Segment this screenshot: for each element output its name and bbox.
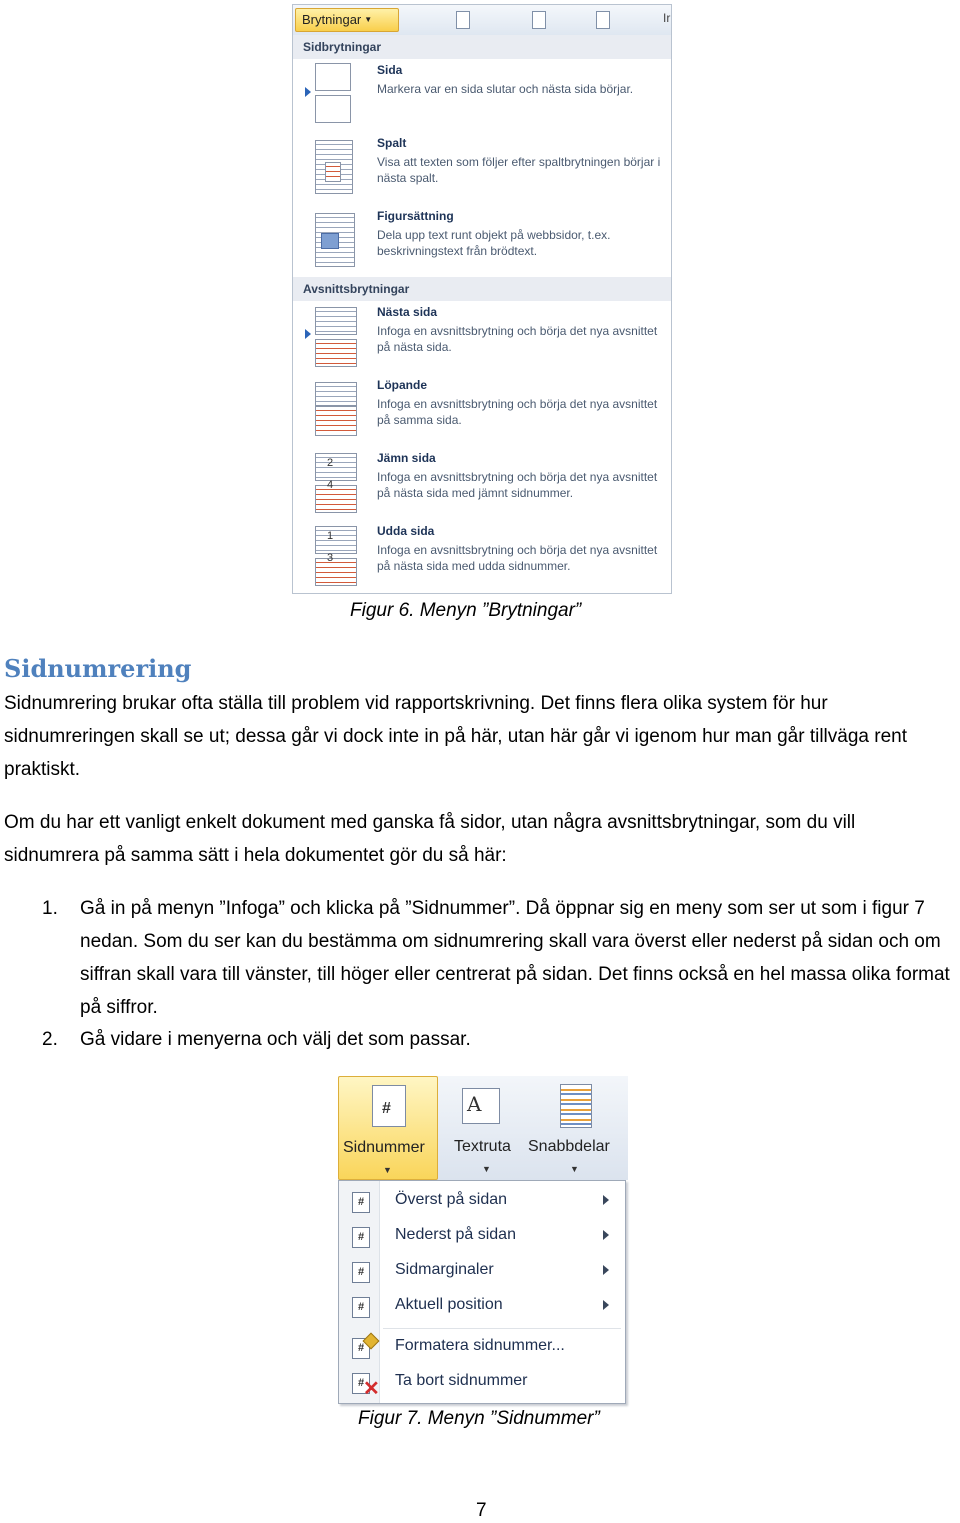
paragraph-intro: Sidnumrering brukar ofta ställa till problem vid rapportskrivning. Det finns flera olika system för hur sidnumreringen skall se ut; dessa går vi dock inte in på här, utan här går vi igenom hur man går tillväga rent praktiskt.	[4, 693, 907, 780]
submenu-arrow-icon	[603, 1195, 609, 1205]
icon-number: 2	[327, 457, 334, 469]
item-title: Sida	[377, 63, 403, 77]
menu-item-label: Överst på sidan	[395, 1191, 508, 1208]
text-box-icon[interactable]: A	[462, 1088, 500, 1124]
text-box-label[interactable]: Textruta	[454, 1138, 511, 1155]
list-text: Gå in på menyn ”Infoga” och klicka på ”Sidnummer”. Då öppnar sig en meny som ser ut som i figur 7 nedan. Som du ser kan du bestämma om sidnumrering skall vara överst eller nederst på sidan och om siffran skall vara till vänster, till höger eller centrerat på sidan. Det finns också en hel massa olika format på siffror.	[80, 898, 950, 1018]
item-description: Infoga en avsnittsbrytning och börja det nya avsnittet på nästa sida.	[377, 324, 658, 354]
item-title: Löpande	[377, 378, 427, 392]
page-number-label: Sidnummer	[343, 1139, 425, 1156]
ribbon-cut-text: Ir	[663, 11, 671, 25]
item-description: Infoga en avsnittsbrytning och börja det nya avsnittet på nästa sida med udda sidnummer.	[377, 543, 658, 573]
menu-item-page-margins[interactable]	[339, 1255, 625, 1289]
item-description: Infoga en avsnittsbrytning och börja det nya avsnittet på samma sida.	[377, 397, 658, 427]
paragraph-instructions: Om du har ett vanligt enkelt dokument med ganska få sidor, utan några avsnittsbrytningar, som du vill sidnumrera på samma sätt i hela dokumentet gör du så här:	[4, 812, 856, 866]
page-number-dropdown-menu	[338, 1180, 626, 1404]
item-title: Jämn sida	[377, 451, 436, 465]
section-header-page-breaks: Sidbrytningar	[293, 35, 671, 59]
break-item-even-page[interactable]	[293, 451, 671, 523]
remove-page-number-icon: #	[352, 1373, 370, 1394]
odd-page-break-icon	[305, 524, 361, 590]
format-page-number-icon: #	[352, 1338, 370, 1359]
figure-6-caption: Figur 6. Menyn ”Brytningar”	[350, 600, 582, 621]
break-item-continuous[interactable]	[293, 378, 671, 450]
page-borders-icon[interactable]	[593, 11, 615, 31]
icon-number: 3	[327, 552, 334, 564]
breaks-button-label: Brytningar	[302, 12, 362, 27]
menu-item-label: Nederst på sidan	[395, 1226, 516, 1243]
item-title: Spalt	[377, 136, 407, 150]
page-number-icon: #	[352, 1227, 370, 1248]
next-page-break-icon	[305, 305, 361, 371]
continuous-break-icon	[305, 378, 361, 444]
quick-parts-label[interactable]: Snabbdelar	[528, 1138, 610, 1155]
list-text: Gå vidare i menyerna och välj det som passar.	[80, 1029, 471, 1050]
item-title: Figursättning	[377, 209, 454, 223]
dropdown-arrow-icon: ▼	[364, 15, 373, 24]
page-number-icon: #	[352, 1297, 370, 1318]
list-number: 1.	[42, 898, 58, 919]
item-description: Visa att texten som följer efter spaltbrytningen börjar i nästa spalt.	[377, 155, 661, 185]
icon-number: 4	[327, 479, 334, 491]
item-title: Udda sida	[377, 524, 435, 538]
break-item-next-page[interactable]	[293, 305, 671, 377]
break-item-text-wrapping[interactable]	[293, 209, 671, 281]
section-header-section-breaks: Avsnittsbrytningar	[293, 277, 671, 301]
quick-parts-icon[interactable]	[560, 1084, 592, 1128]
even-page-break-icon	[305, 451, 361, 517]
dropdown-arrow-icon: ▼	[482, 1164, 491, 1174]
icon-number: 1	[327, 530, 334, 542]
menu-item-label: Ta bort sidnummer	[395, 1372, 528, 1389]
submenu-arrow-icon	[603, 1265, 609, 1275]
menu-item-bottom-of-page[interactable]	[339, 1220, 625, 1254]
column-break-icon	[305, 136, 361, 202]
insert-ribbon-screenshot	[338, 1076, 628, 1180]
breaks-button[interactable]	[295, 8, 399, 32]
section-heading: Sidnumrering	[4, 654, 192, 683]
item-description: Infoga en avsnittsbrytning och börja det nya avsnittet på nästa sida med jämnt sidnummer.	[377, 470, 658, 500]
submenu-arrow-icon	[603, 1230, 609, 1240]
menu-item-remove-page-numbers[interactable]	[339, 1366, 625, 1400]
text-wrapping-break-icon	[305, 209, 361, 275]
menu-separator	[383, 1328, 621, 1329]
delete-x-icon: ✕	[363, 1378, 380, 1400]
page-number-icon: #	[352, 1192, 370, 1213]
menu-item-format-page-numbers[interactable]	[339, 1331, 625, 1365]
figure-7-caption: Figur 7. Menyn ”Sidnummer”	[358, 1408, 600, 1429]
menu-item-label: Sidmarginaler	[395, 1261, 494, 1278]
list-number: 2.	[42, 1029, 58, 1050]
ribbon-bar	[293, 5, 671, 36]
breaks-menu-screenshot	[292, 4, 672, 594]
break-item-page[interactable]	[293, 63, 671, 135]
page-number: 7	[476, 1500, 487, 1521]
item-description: Markera var en sida slutar och nästa sida börjar.	[377, 82, 634, 96]
menu-item-label: Formatera sidnummer...	[395, 1337, 565, 1354]
submenu-arrow-icon	[603, 1300, 609, 1310]
item-title: Nästa sida	[377, 305, 438, 319]
watermark-icon[interactable]	[453, 11, 475, 31]
menu-item-label: Aktuell position	[395, 1296, 503, 1313]
page-number-icon: #	[352, 1262, 370, 1283]
menu-item-current-position[interactable]	[339, 1290, 625, 1324]
page-number-button[interactable]	[338, 1076, 438, 1180]
page-color-icon[interactable]	[529, 11, 551, 31]
break-item-column[interactable]	[293, 136, 671, 208]
page-number-icon: #	[372, 1085, 406, 1127]
dropdown-arrow-icon: ▼	[383, 1165, 392, 1175]
dropdown-arrow-icon: ▼	[570, 1164, 579, 1174]
break-item-odd-page[interactable]	[293, 524, 671, 594]
item-description: Dela upp text runt objekt på webbsidor, t.ex. beskrivningstext från brödtext.	[377, 228, 611, 258]
page-break-icon	[305, 63, 361, 129]
menu-item-top-of-page[interactable]	[339, 1185, 625, 1219]
